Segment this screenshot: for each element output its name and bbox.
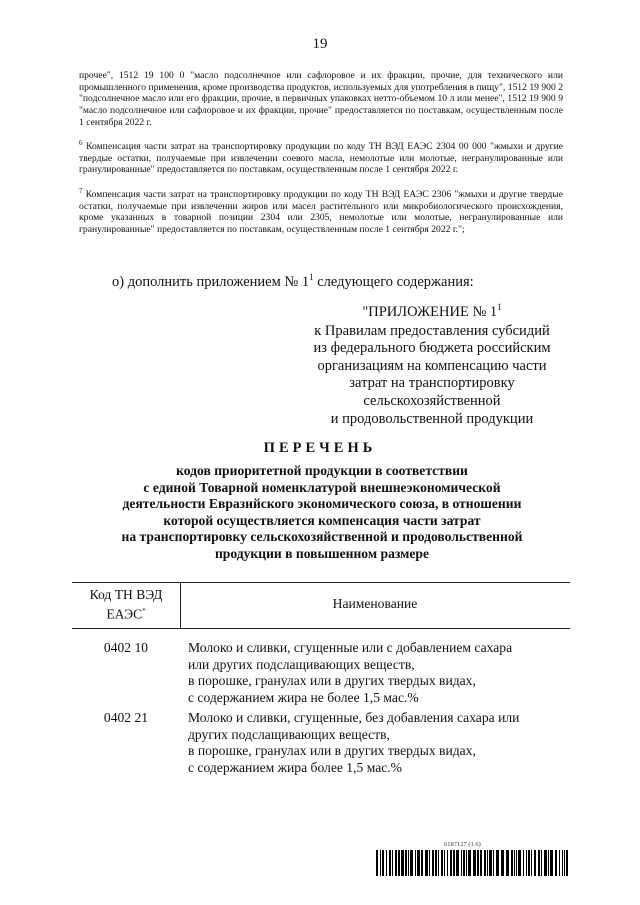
appendix-header	[298, 304, 566, 428]
row-name	[188, 710, 570, 776]
barcode-icon	[376, 850, 570, 876]
amendment-sup: 1	[309, 272, 314, 283]
row-name-line: в порошке, гранулах или в других твердых видах,	[188, 673, 476, 689]
appendix-title-sup: 1	[497, 302, 502, 313]
row-name-line: или других подслащивающих веществ,	[188, 656, 415, 672]
appendix-line: организациям на компенсацию части	[317, 357, 547, 374]
appendix-line: к Правилам предоставления субсидий	[314, 322, 550, 339]
appendix-line: сельскохозяйственной	[363, 392, 501, 409]
appendix-line: и продовольственной продукции	[330, 410, 534, 427]
header-code-sup: *	[142, 607, 146, 615]
row-name-line: Молоко и сливки, сгущенные, без добавления сахара или	[188, 710, 520, 725]
amendment-text: о) дополнить приложением № 1	[112, 274, 310, 290]
row-name-line: с содержанием жира не более 1,5 мас.%	[188, 689, 419, 705]
footnote-continuation: прочее", 1512 19 100 0 "масло подсолнечное или сафлоровое и их фракции, прочие, для технического или промышленного применения, кроме производства продуктов, используемых для употребления в пищу", 1512 19 900 2 "подсолнечное масло или его фракции, прочие, в первичных упаковках нетто-объемом 10 л или менее", 1512 19 900 9 "масло подсолнечное или сафлоровое и их фракции, прочие" предоставляется по поставкам, осуществленным после 1 сентября 2022 г.	[79, 70, 563, 128]
row-code: 0402 10	[103, 640, 149, 655]
amendment-tail: следующего содержания:	[313, 274, 474, 290]
row-code: 0402 21	[103, 710, 149, 725]
appendix-title-text: "ПРИЛОЖЕНИЕ № 1	[362, 304, 498, 320]
list-subtitle-line: продукции в повышенном размере	[214, 545, 430, 561]
header-code-line1: Код ТН ВЭД	[89, 587, 163, 602]
list-subtitle	[95, 463, 549, 563]
appendix-line: затрат на транспортировку	[349, 375, 515, 392]
header-code	[72, 587, 180, 623]
header-name: Наименование	[332, 596, 418, 611]
table-top-rule	[72, 582, 570, 583]
footnote-7	[79, 186, 563, 236]
row-name-line: Молоко и сливки, сгущенные или с добавлением сахара	[188, 640, 513, 655]
appendix-title	[298, 304, 566, 322]
list-subtitle-line: которой осуществляется компенсация части затрат	[163, 512, 481, 528]
amendment-line	[112, 274, 474, 291]
list-subtitle-line: деятельности Евразийского экономического союза, в отношении	[122, 496, 522, 512]
list-title: ПЕРЕЧЕНЬ	[263, 440, 377, 456]
footnote-7-text: Компенсация части затрат на транспортировку продукции по коду ТН ВЭД ЕАЭС 2306 "жмыхи и другие твердые остатки, получаемые при извлечении жиров или масел растительного или микробиологического происхождения, кроме указанных в товарной позиции 2304 или 2305, немолотые или молотые, негранулированные или гранулированные" предоставляется по поставкам, осуществленным после 1 сентября 2022 г.";	[79, 189, 563, 236]
row-name-line: других подслащивающих веществ,	[188, 726, 390, 742]
footnote-7-mark: 7	[79, 186, 83, 195]
footnote-6-text: Компенсация части затрат на транспортировку продукции по коду ТН ВЭД ЕАЭС 2304 00 000 "жмыхи и другие твердые остатки, получаемые при извлечении соевого масла, немолотые или молотые, негранулированные или гранулированные" предоставляется по поставкам, осуществленным после 1 сентября 2022 г.	[79, 141, 563, 176]
page-number: 19	[312, 36, 328, 52]
document-code: 6187127 (1.6)	[444, 841, 481, 848]
footnote-6-mark: 6	[79, 138, 83, 147]
footnote-6	[79, 138, 563, 176]
header-code-line2-text: ЕАЭС	[106, 606, 143, 622]
header-code-line2	[72, 603, 180, 623]
row-name-line: с содержанием жира более 1,5 мас.%	[188, 759, 402, 775]
list-subtitle-line: с единой Товарной номенклатурой внешнеэкономической	[143, 479, 501, 495]
appendix-line: из федерального бюджета российским	[313, 340, 551, 357]
row-name	[188, 640, 570, 706]
table-header-rule	[72, 628, 570, 629]
row-name-line: в порошке, гранулах или в других твердых видах,	[188, 743, 476, 759]
list-subtitle-line: на транспортировку сельскохозяйственной и продовольственной	[121, 529, 523, 545]
list-subtitle-line: кодов приоритетной продукции в соответствии	[176, 463, 468, 478]
